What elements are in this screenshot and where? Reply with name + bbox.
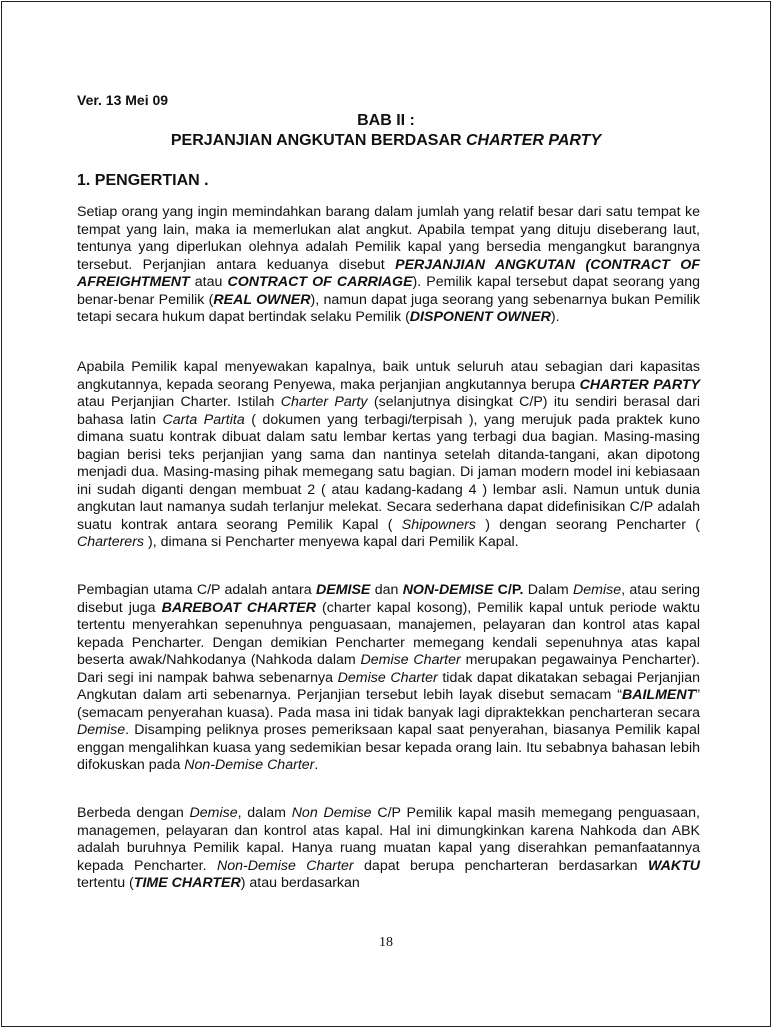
text-segment: ). Pemilik kapal tersebut dapat seorang yang benar-benar Pemilik (: [77, 274, 700, 308]
paragraph-3: [77, 582, 700, 775]
text-segment: BAILMENT: [621, 687, 696, 703]
text-segment: Demise: [573, 582, 622, 598]
chapter-title: [2, 132, 770, 150]
text-segment: ” (semacam penyerahan kuasa). Pada masa ini tidak banyak lagi dipraktekkan pencharteran secara: [77, 687, 700, 721]
text-segment: Demise: [189, 805, 238, 821]
chapter-label: BAB II :: [357, 112, 415, 129]
text-segment: Charter Party: [280, 394, 368, 410]
text-segment: Berbeda dengan: [77, 805, 190, 821]
section-heading: 1. PENGERTIAN .: [77, 172, 209, 189]
chapter-title-main: PERJANJIAN ANGKUTAN BERDASAR: [170, 132, 466, 149]
text-segment: ) atau berdasarkan: [240, 875, 360, 891]
text-segment: CHARTER PARTY: [579, 376, 700, 393]
text-segment: Non-Demise Charter: [217, 857, 354, 874]
text-segment: atau Perjanjian Charter. Istilah: [77, 394, 281, 410]
text-segment: Non Demise: [291, 805, 372, 821]
text-segment: C/P.: [493, 582, 524, 598]
paragraph-1: [77, 204, 700, 327]
text-segment: DEMISE: [315, 582, 371, 598]
text-segment: Non-Demise Charter: [184, 757, 315, 773]
document-page: [1, 1, 771, 1027]
text-segment: Charterers: [77, 534, 145, 550]
text-segment: (selanjutnya disingkat C/P) itu sendiri berasal dari bahasa latin: [77, 394, 700, 428]
text-segment: Apabila Pemilik kapal menyewakan kapalnya, baik untuk seluruh atau sebagian dari kapasitas angkutannya, kepada seorang Penyewa, maka perjanjian angkutannya berupa: [77, 359, 700, 393]
paragraph-2: [77, 359, 700, 552]
text-segment: PERJANJIAN ANGKUTAN (CONTRACT OF AFREIGHTMENT: [77, 256, 700, 290]
page-number: 18: [379, 935, 393, 950]
text-segment: ).: [550, 309, 560, 325]
text-segment: Demise Charter: [337, 669, 438, 686]
text-segment: (charter kapal kosong), Pemilik kapal untuk periode waktu tertentu menyerahkan sepenuhnya penguasaan, manajemen, pelayaran dan kontrol atas kapal kepada Pencharter. Dengan demikian Pencharter memegang kendali sepenuhnya atas kapal beserta awak/Nahkodanya (Nahkoda dalam: [77, 599, 700, 668]
text-segment: Pembagian utama C/P adalah antara: [77, 582, 316, 598]
text-segment: REAL OWNER: [213, 291, 311, 308]
text-segment: Carta Partita: [162, 411, 245, 428]
text-segment: Shipowners: [401, 516, 476, 533]
text-segment: merupakan pegawainya Pencharter). Dari segi ini nampak bahwa sebenarnya: [77, 652, 700, 686]
text-segment: NON-DEMISE: [402, 582, 494, 598]
paragraph-4: [77, 805, 700, 893]
text-segment: tertentu (: [77, 875, 134, 891]
text-segment: dan: [370, 582, 403, 598]
text-segment: ), namun dapat juga seorang yang sebenarnya bukan Pemilik tetapi secara hukum dapat bertindak selaku Pemilik (: [77, 291, 700, 325]
text-segment: , dalam: [237, 805, 292, 821]
text-segment: TIME CHARTER: [133, 875, 241, 891]
text-segment: DISPONENT OWNER: [409, 309, 551, 325]
text-segment: ), dimana si Pencharter menyewa kapal dari Pemilik Kapal.: [144, 534, 519, 550]
text-segment: ) dengan seorang Pencharter (: [475, 516, 701, 533]
text-segment: Demise Charter: [360, 652, 461, 668]
version-label: Ver. 13 Mei 09: [77, 92, 169, 108]
text-segment: .: [314, 757, 319, 773]
text-segment: Dalam: [523, 582, 574, 598]
text-segment: atau: [189, 274, 228, 290]
text-segment: Demise: [77, 722, 126, 738]
text-segment: tidak dapat dikatakan sebagai Perjanjian Angkutan dalam arti sebenarnya. Perjanjian tersebut lebih layak disebut semacam “: [77, 669, 700, 703]
text-segment: CONTRACT OF CARRIAGE: [227, 274, 413, 290]
text-segment: ( dokumen yang terbagi/terpisah ), yang merujuk pada praktek kuno dimana suatu kontrak dibuat dalam satu lembar kertas yang terbagi dua bagian. Masing-masing bagian berisi teks perjanjian yang sama dan nantinya setelah ditanda-tangani, akan dipotong menjadi dua. Masing-masing pihak memegang satu bagian. Di jaman modern model ini kebiasaan ini sudah diganti dengan membuat 2 ( atau kadang-kadang 4 ) lembar asli. Namun untuk dunia angkutan laut namanya sudah terlanjur melekat. Secara sederhana dapat didefinisikan C/P adalah suatu kontrak antara seorang Pemilik Kapal (: [77, 411, 700, 533]
chapter-title-italic: CHARTER PARTY: [466, 132, 602, 149]
text-segment: dapat berupa pencharteran berdasarkan: [353, 857, 648, 874]
text-segment: . Disamping peliknya proses pemeriksaan kapal saat penyerahan, biasanya Pemilik kapal enggan mengalihkan kuasa yang sedemikian besar kepada orang lain. Itu sebabnya bahasan lebih difokuskan pada: [77, 722, 700, 773]
text-segment: C/P Pemilik kapal masih memegang penguasaan, managemen, pelayaran dan kontrol atas kapal. Hal ini dimungkinkan karena Nahkoda dan ABK adalah buruhnya Pemilik kapal. Hanya ruang muatan kapal yang diserahkan pemanfaatannya kepada Pencharter.: [77, 805, 700, 874]
text-segment: BAREBOAT CHARTER: [161, 599, 317, 616]
text-segment: WAKTU: [647, 857, 700, 874]
text-segment: Setiap orang yang ingin memindahkan barang dalam jumlah yang relatif besar dari satu tempat ke tempat yang lain, maka ia memerlukan alat angkut. Apabila tempat yang dituju diseberang laut, tentunya yang diperlukan olehnya adalah Pemilik kapal yang bersedia mengangkut barangnya tersebut. Perjanjian antara keduanya disebut: [77, 204, 700, 273]
text-segment: , atau sering disebut juga: [77, 582, 700, 616]
